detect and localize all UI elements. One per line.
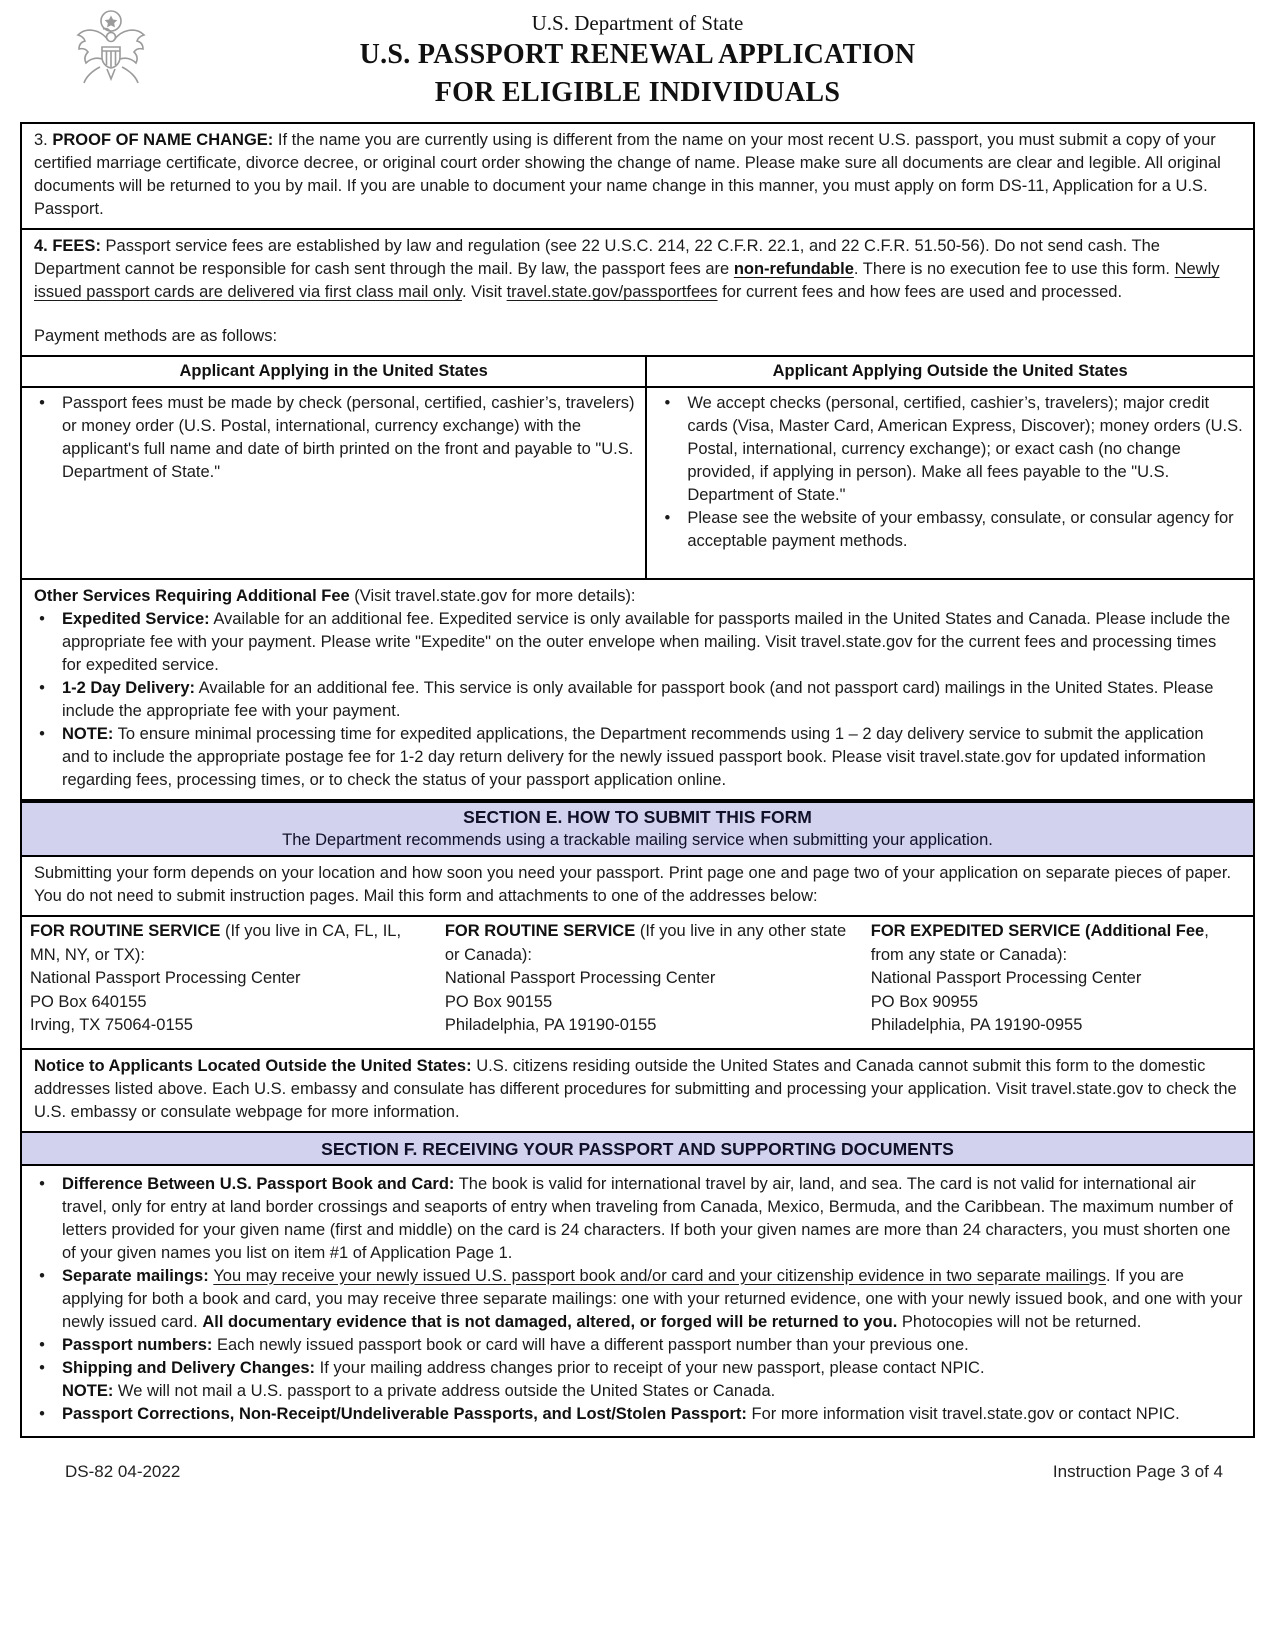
address-routine-tx bbox=[22, 917, 437, 1048]
great-seal-eagle-logo bbox=[72, 8, 150, 103]
note-bullet bbox=[62, 723, 1243, 792]
separate-mailings-text-1: . If you are applying for both a book and card, you may receive three separate mailings: one with your returned evidence, one with your newly issued book, and one with your newly issued card. bbox=[62, 1266, 1243, 1331]
passport-numbers-label: Passport numbers: bbox=[62, 1335, 213, 1354]
fees-paragraph bbox=[34, 235, 1241, 304]
payment-table-header-row bbox=[22, 355, 1253, 388]
shipping-delivery-bullet bbox=[62, 1357, 1253, 1403]
bullet-icon: • bbox=[39, 725, 45, 743]
payment-table-header-outside-us: Applicant Applying Outside the United States bbox=[772, 362, 1128, 380]
day-delivery-label: 1-2 Day Delivery: bbox=[62, 679, 195, 697]
page-title-line2: FOR ELIGIBLE INDIVIDUALS bbox=[434, 77, 841, 108]
address-line: Irving, TX 75064-0155 bbox=[30, 1016, 193, 1034]
book-card-difference-bullet bbox=[62, 1173, 1253, 1265]
shipping-note-text: We will not mail a U.S. passport to a private address outside the United States or Canada. bbox=[113, 1381, 776, 1400]
passport-numbers-bullet bbox=[62, 1334, 1253, 1357]
page-footer bbox=[20, 1438, 1255, 1483]
section-proof-of-name-change bbox=[22, 124, 1253, 228]
section-e-subtitle: The Department recommends using a trackable mailing service when submitting your application. bbox=[282, 831, 993, 849]
payment-outside-bullet-2: Please see the website of your embassy, consulate, or consular agency for acceptable payment methods. bbox=[687, 509, 1234, 550]
other-services-heading bbox=[34, 585, 1243, 608]
address-line: PO Box 90955 bbox=[870, 992, 979, 1011]
book-card-difference-label: Difference Between U.S. Passport Book and Card: bbox=[62, 1174, 455, 1193]
passport-corrections-bullet bbox=[62, 1403, 1253, 1426]
page-indicator: Instruction Page 3 of 4 bbox=[1052, 1461, 1223, 1481]
fees-text-4: for current fees and how fees are used and processed. bbox=[717, 283, 1123, 301]
address-line: National Passport Processing Center bbox=[30, 969, 301, 987]
list-item bbox=[22, 723, 1243, 792]
address-expedited bbox=[863, 917, 1253, 1048]
section-e-title: SECTION E. HOW TO SUBMIT THIS FORM bbox=[463, 807, 812, 827]
payment-table-cell-outside-us bbox=[647, 388, 1253, 578]
section-e-banner bbox=[22, 799, 1253, 857]
document-header bbox=[0, 0, 1275, 122]
fees-text-2: . There is no execution fee to use this form. bbox=[853, 260, 1175, 278]
bullet-icon: • bbox=[39, 679, 45, 697]
section-f-title: SECTION F. RECEIVING YOUR PASSPORT AND SUPPORTING DOCUMENTS bbox=[321, 1138, 954, 1159]
bullet-icon: • bbox=[39, 1404, 45, 1423]
list-item bbox=[22, 1173, 1253, 1265]
notice-label: Notice to Applicants Located Outside the United States: bbox=[34, 1056, 472, 1075]
section3-number: 3. bbox=[34, 131, 48, 149]
shipping-note bbox=[62, 1380, 1243, 1403]
day-delivery-bullet bbox=[62, 677, 1243, 723]
mailing-address-table bbox=[22, 915, 1253, 1048]
documentary-evidence-emphasis: All documentary evidence that is not damaged, altered, or forged will be returned to you. bbox=[202, 1312, 898, 1331]
list-item bbox=[22, 392, 645, 484]
section-receiving-passport bbox=[22, 1166, 1253, 1436]
shipping-delivery-label: Shipping and Delivery Changes: bbox=[62, 1358, 316, 1377]
address-line: National Passport Processing Center bbox=[870, 969, 1142, 987]
form-number: DS-82 04-2022 bbox=[65, 1461, 181, 1481]
page-title-line1: U.S. PASSPORT RENEWAL APPLICATION bbox=[359, 39, 916, 70]
address-heading bbox=[445, 920, 855, 967]
address-heading-bold2: Additional Fee bbox=[1090, 922, 1205, 940]
address-heading-bold: FOR ROUTINE SERVICE bbox=[30, 922, 221, 940]
other-services-heading-rest: (Visit travel.state.gov for more details): bbox=[349, 587, 636, 605]
section3-heading: PROOF OF NAME CHANGE: bbox=[52, 131, 274, 149]
section-fees bbox=[22, 228, 1253, 355]
payment-table-header-us: Applicant Applying in the United States bbox=[22, 357, 647, 386]
shipping-delivery-text: If your mailing address changes prior to receipt of your new passport, please contact NPIC. bbox=[315, 1358, 985, 1377]
passport-corrections-text: For more information visit travel.state.gov or contact NPIC. bbox=[746, 1404, 1180, 1423]
passport-corrections-label: Passport Corrections, Non-Receipt/Undeliverable Passports, and Lost/Stolen Passport: bbox=[62, 1404, 747, 1423]
address-heading-rest: (If you live in any other state or Canada): bbox=[444, 922, 847, 964]
spacer bbox=[34, 304, 1241, 325]
list-item bbox=[22, 608, 1243, 677]
payment-table-body-row bbox=[22, 388, 1253, 578]
non-refundable-emphasis: non-refundable bbox=[733, 260, 854, 278]
list-item bbox=[22, 1265, 1253, 1334]
shipping-note-label: NOTE: bbox=[62, 1381, 114, 1400]
expedited-service-text: Available for an additional fee. Expedited service is only available for passports mailed in the United States and Canada. Please include the appropriate fee with your payment. Please write "Expedite" on the outer envelope when mailing. Visit travel.state.gov for the current fees and processing times for expedited service. bbox=[62, 610, 1231, 674]
address-heading-rest: (If you live in CA, FL, IL, MN, NY, or TX): bbox=[30, 922, 402, 964]
first-class-mail-emphasis: Newly issued passport cards are delivered via first class mail only bbox=[34, 260, 1220, 301]
bullet-icon: • bbox=[39, 1266, 45, 1285]
list-item bbox=[22, 1357, 1253, 1403]
address-line: Philadelphia, PA 19190-0155 bbox=[444, 1016, 657, 1034]
address-routine-other bbox=[437, 917, 863, 1048]
address-heading bbox=[30, 920, 429, 967]
separate-mailings-underline: You may receive your newly issued U.S. passport book and/or card and your citizenship evidence in two separate mailings bbox=[213, 1266, 1107, 1285]
address-line: National Passport Processing Center bbox=[444, 969, 716, 987]
notice-outside-us bbox=[22, 1048, 1253, 1131]
separate-mailings-bullet bbox=[62, 1265, 1253, 1334]
bullet-icon: • bbox=[39, 394, 45, 412]
bullet-icon: • bbox=[39, 610, 45, 628]
note-label: NOTE: bbox=[62, 725, 114, 743]
list-item bbox=[22, 1403, 1253, 1426]
instructions-body bbox=[20, 122, 1255, 1438]
address-line: PO Box 90155 bbox=[444, 992, 553, 1011]
payment-us-bullet: Passport fees must be made by check (personal, certified, cashier’s, travelers) or money order (U.S. Postal, international, currency exchange) with the applicant's full name and date of birth printed on the front and payable to "U.S. Department of State." bbox=[62, 394, 635, 481]
bullet-icon: • bbox=[39, 1335, 45, 1354]
list-item bbox=[647, 392, 1253, 507]
address-heading-rest: , from any state or Canada): bbox=[870, 922, 1209, 964]
section4-heading: 4. FEES: bbox=[34, 237, 101, 255]
payment-outside-bullet-1: We accept checks (personal, certified, cashier’s, travelers); major credit cards (Visa, Master Card, American Express, Discover); money orders (U.S. Postal, international, currency exchange); or exact cash (no change provided, if applying in person). Make all fees payable to the "U.S. Department of State." bbox=[687, 394, 1243, 504]
list-item bbox=[22, 677, 1243, 723]
fees-text-1: Passport service fees are established by law and regulation (see 22 U.S.C. 214, 22 C.F.R. 22.1, and 22 C.F.R. 51.50-56). Do not send cash. The Department cannot be responsible for cash sent through the mail. By law, the passport fees are bbox=[34, 237, 1160, 278]
note-text: To ensure minimal processing time for expedited applications, the Department recommends using 1 – 2 day delivery service to submit the application and to include the appropriate postage fee for 1-2 day return delivery for the newly issued passport book. Please visit travel.state.gov for updated information regarding fees, processing times, or to check the status of your passport application online. bbox=[62, 725, 1206, 789]
passport-fees-link[interactable]: travel.state.gov/passportfees bbox=[506, 283, 718, 301]
bullet-icon: • bbox=[664, 394, 671, 412]
fees-text-3: . Visit bbox=[461, 283, 507, 301]
separate-mailings-label: Separate mailings: bbox=[62, 1266, 214, 1285]
address-line: Philadelphia, PA 19190-0955 bbox=[870, 1016, 1083, 1034]
address-line: PO Box 640155 bbox=[30, 992, 147, 1011]
bullet-icon: • bbox=[664, 509, 671, 527]
list-item bbox=[22, 1334, 1253, 1357]
book-card-difference-text: The book is valid for international travel by air, land, and sea. The card is not valid for international air travel, only for entry at land border crossings and seaports of entry when traveling from Canada, Mexico, Bermuda, and the Caribbean. The maximum number of letters provided for your given name (first and middle) on the card is 24 characters. If both your given names are more than 24 characters, you must shorten one of your given names you list on item #1 of Application Page 1. bbox=[62, 1174, 1233, 1262]
section-other-services bbox=[22, 578, 1253, 799]
address-heading-bold: FOR EXPEDITED SERVICE ( bbox=[870, 922, 1091, 940]
day-delivery-text: Available for an additional fee. This service is only available for passport book (and not passport card) mailings in the United States. Please include the appropriate fee with your payment. bbox=[62, 679, 1214, 720]
submitting-paragraph: Submitting your form depends on your location and how soon you need your passport. Print page one and page two of your application on separate pieces of paper. You do not need to submit instruction pages. Mail this form and attachments to one of the addresses below: bbox=[34, 864, 1232, 905]
bullet-icon: • bbox=[39, 1174, 45, 1193]
expedited-service-label: Expedited Service: bbox=[62, 610, 210, 628]
other-services-heading-bold: Other Services Requiring Additional Fee bbox=[34, 587, 350, 605]
section-f-banner bbox=[22, 1131, 1253, 1166]
expedited-service-bullet bbox=[62, 608, 1243, 677]
section3-text: If the name you are currently using is different from the name on your most recent U.S. passport, you must submit a copy of your certified marriage certificate, divorce decree, or original court order showing the change of name. Please make sure all documents are clear and legible. All original documents will be returned to you by mail. If you are unable to document your name change in this manner, you must apply on form DS-11, Application for a U.S. Passport. bbox=[34, 131, 1221, 218]
separate-mailings-text-2: Photocopies will not be returned. bbox=[897, 1312, 1142, 1331]
address-heading bbox=[871, 920, 1245, 967]
address-heading-bold: FOR ROUTINE SERVICE bbox=[444, 922, 636, 940]
payment-methods-intro: Payment methods are as follows: bbox=[34, 327, 278, 345]
notice-text: U.S. citizens residing outside the United States and Canada cannot submit this form to the domestic addresses listed above. Each U.S. embassy and consulate has different procedures for submitting and processing your application. Visit travel.state.gov to check the U.S. embassy or consulate webpage for more information. bbox=[34, 1056, 1237, 1121]
bullet-icon: • bbox=[39, 1358, 45, 1377]
payment-table-cell-us bbox=[22, 388, 647, 578]
agency-name: U.S. Department of State bbox=[531, 11, 744, 35]
list-item bbox=[647, 507, 1253, 553]
passport-numbers-text: Each newly issued passport book or card will have a different passport number than your previous one. bbox=[212, 1335, 969, 1354]
